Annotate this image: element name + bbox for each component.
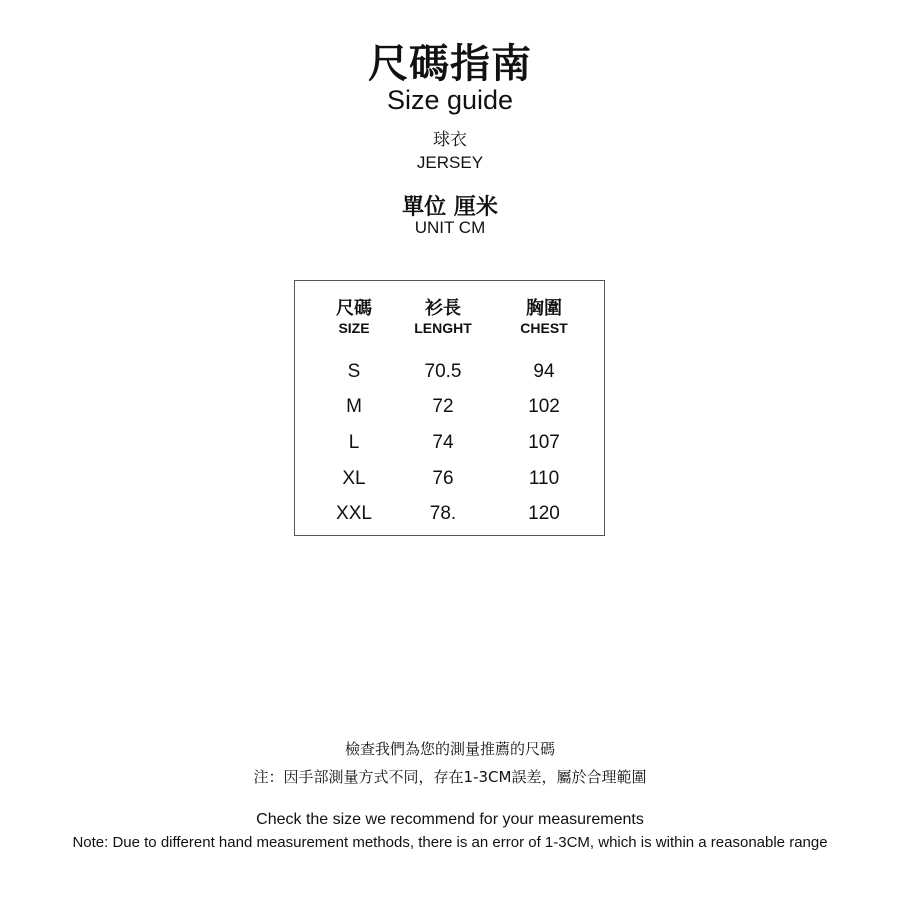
- size-column-header-english: SIZE: [338, 320, 370, 336]
- length-column-header-english: LENGHT: [414, 320, 472, 336]
- error-margin-note-english: Note: Due to different hand measurement methods, there is an error of 1-3CM, which is within a reasonable range: [72, 834, 828, 851]
- unit-label-english: UNIT CM: [414, 218, 486, 237]
- size-cell: XL: [342, 468, 366, 489]
- recommendation-note-chinese: 檢查我們為您的測量推薦的尺碼: [344, 740, 555, 758]
- size-chart-table: [294, 280, 605, 536]
- length-cell: 74: [432, 432, 454, 453]
- error-margin-note-chinese: 注：因手部測量方式不同，存在1-3CM誤差，屬於合理範圍: [253, 768, 647, 786]
- size-cell: S: [347, 361, 361, 382]
- chest-cell: 110: [528, 468, 560, 489]
- size-cell: L: [348, 432, 360, 453]
- length-cell: 76: [432, 468, 454, 489]
- length-cell: 72: [432, 396, 454, 417]
- size-cell: M: [346, 396, 362, 417]
- length-cell: 78.: [429, 503, 457, 524]
- garment-type-english: JERSEY: [416, 153, 484, 172]
- unit-label-chinese: 單位 厘米: [402, 195, 498, 220]
- chest-column-header-chinese: 胸圍: [526, 298, 562, 319]
- recommendation-note-english: Check the size we recommend for your measurements: [256, 811, 644, 828]
- page-title-chinese: 尺碼指南: [368, 41, 532, 87]
- length-cell: 70.5: [424, 361, 462, 382]
- chest-column-header-english: CHEST: [520, 320, 568, 336]
- chest-cell: 94: [533, 361, 555, 382]
- page-title-english: Size guide: [386, 85, 514, 115]
- chest-cell: 102: [528, 396, 560, 417]
- length-column-header-chinese: 衫長: [425, 298, 461, 319]
- chest-cell: 107: [528, 432, 560, 453]
- size-column-header-chinese: 尺碼: [336, 298, 372, 319]
- chest-cell: 120: [528, 503, 560, 524]
- garment-type-chinese: 球衣: [433, 130, 467, 150]
- size-cell: XXL: [336, 503, 372, 524]
